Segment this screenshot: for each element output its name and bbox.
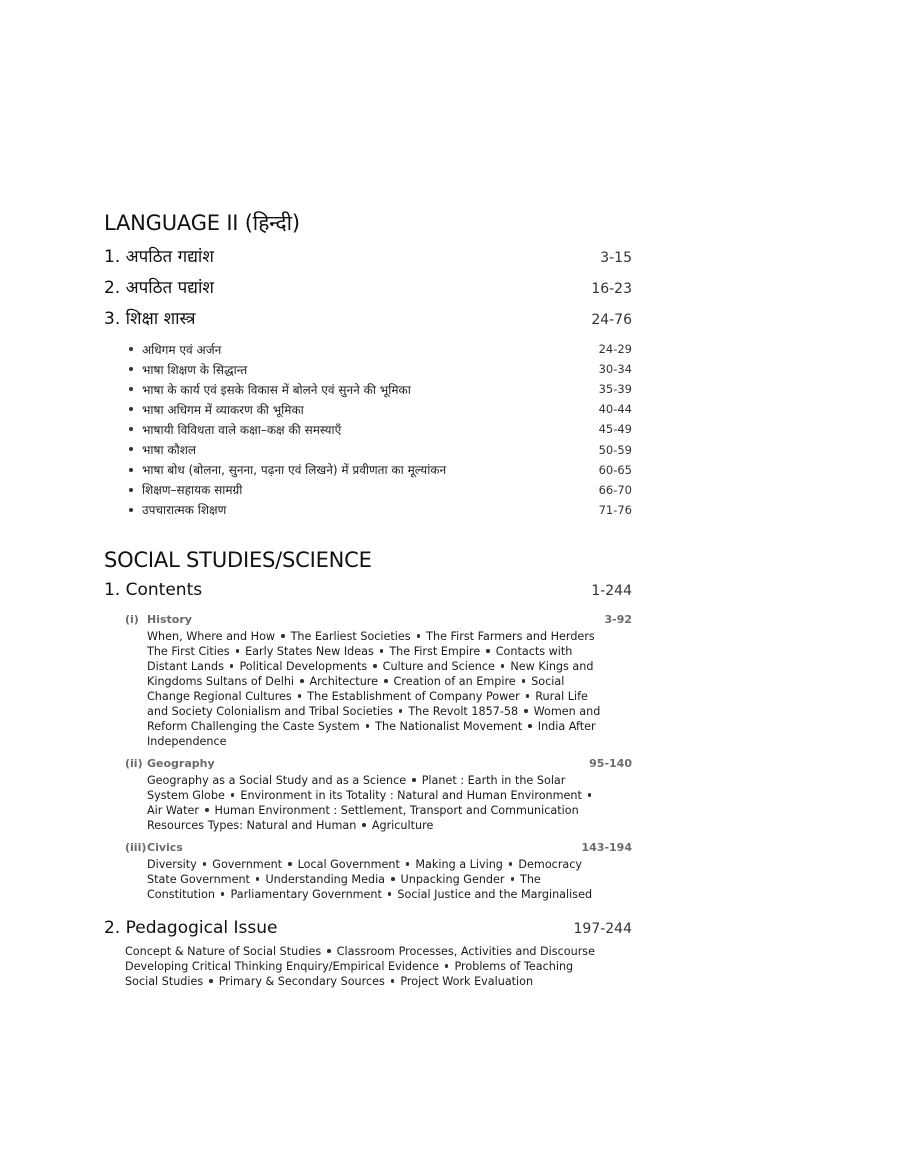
- subtopic-list: [104, 339, 634, 520]
- bullet-icon: [388, 892, 392, 896]
- chapter-pages: 1-244: [591, 582, 632, 599]
- topic-item: The Constitution: [147, 872, 541, 901]
- chapter-pages: 197-244: [573, 920, 632, 937]
- topic-item: When, Where and How: [147, 629, 276, 643]
- topic-item: Early States New Ideas: [245, 644, 374, 658]
- bullet-icon: [380, 649, 384, 653]
- bullet-icon: [417, 634, 421, 638]
- subtopic-pages: 45-49: [598, 422, 632, 437]
- subtopic-label: भाषा अधिगम में व्याकरण की भूमिका: [142, 402, 304, 417]
- bullet-icon: [384, 679, 388, 683]
- bullet-icon: [129, 468, 133, 472]
- part-heading: [125, 754, 634, 774]
- subtopic-label: भाषा के कार्य एवं इसके विकास में बोलने एवं सुनने की भूमिका: [142, 382, 411, 397]
- topic-item: Social Change Regional Cultures: [147, 674, 565, 703]
- subtopic-pages: 35-39: [598, 382, 632, 397]
- topic-item: Culture and Science: [382, 659, 495, 673]
- topic-item: Diversity: [147, 857, 197, 871]
- topic-item: Political Developments: [239, 659, 368, 673]
- bullet-icon: [281, 634, 285, 638]
- bullet-icon: [391, 979, 395, 983]
- topic-item: Understanding Media: [265, 872, 386, 886]
- topic-item: The Nationalist Movement: [375, 719, 523, 733]
- part-pages: 3-92: [604, 613, 632, 627]
- bullet-icon: [501, 664, 505, 668]
- topic-item: The First Farmers and Herders The First Cities: [147, 629, 595, 658]
- bullet-icon: [528, 724, 532, 728]
- topic-list: [147, 773, 602, 833]
- topic-item: Government: [212, 857, 283, 871]
- part-heading: [125, 838, 634, 858]
- subtopic-row: [104, 419, 634, 439]
- topic-item: Project Work Evaluation: [400, 974, 534, 988]
- subtopic-label: उपचारात्मक शिक्षण: [142, 503, 227, 518]
- subtopic-pages: 66-70: [598, 482, 632, 497]
- bullet-icon: [373, 664, 377, 668]
- topic-item: Social Justice and the Marginalised: [397, 887, 593, 901]
- bullet-icon: [524, 709, 528, 713]
- part-name: Civics: [147, 841, 183, 855]
- bullet-icon: [391, 877, 395, 881]
- topic-item: Primary & Secondary Sources: [218, 974, 385, 988]
- bullet-icon: [236, 649, 240, 653]
- topic-item: Democracy State Government: [147, 857, 583, 886]
- topic-item: Unpacking Gender: [400, 872, 505, 886]
- chapter-row: [104, 913, 634, 944]
- bullet-icon: [129, 508, 133, 512]
- subtopic-row: [104, 339, 634, 359]
- subtopic-row: [104, 379, 634, 399]
- bullet-icon: [362, 823, 366, 827]
- part-history: [125, 610, 634, 749]
- topic-list: [125, 944, 595, 989]
- part-numeral: (iii): [125, 841, 147, 855]
- language-section-title: LANGUAGE II (हिन्दी): [104, 211, 300, 235]
- topic-item: Contacts with Distant Lands: [147, 644, 573, 673]
- subtopic-pages: 71-76: [598, 502, 632, 517]
- chapter-label: 1. अपठित गद्यांश: [104, 247, 214, 267]
- bullet-icon: [509, 862, 513, 866]
- topic-item: Human Environment : Settlement, Transport and Communication Resources Types: Natural and Human: [147, 803, 579, 832]
- bullet-icon: [526, 694, 530, 698]
- bullet-icon: [486, 649, 490, 653]
- subtopic-pages: 40-44: [598, 402, 632, 417]
- subtopic-label: भाषा कौशल: [142, 443, 197, 458]
- topic-item: Women and Reform Challenging the Caste System: [147, 704, 601, 733]
- part-numeral: (ii): [125, 757, 143, 771]
- part-heading: [125, 610, 634, 630]
- bullet-icon: [230, 664, 234, 668]
- bullet-icon: [288, 862, 292, 866]
- subtopic-row: [104, 399, 634, 419]
- part-civics: [125, 838, 634, 902]
- chapter-label: 2. अपठित पद्यांश: [104, 278, 214, 298]
- bullet-icon: [366, 724, 370, 728]
- bullet-icon: [327, 949, 331, 953]
- bullet-icon: [298, 694, 302, 698]
- subtopic-pages: 50-59: [598, 442, 632, 457]
- topic-item: The Earliest Societies: [290, 629, 411, 643]
- bullet-icon: [231, 793, 235, 797]
- topic-item: India After Independence: [147, 719, 596, 748]
- bullet-icon: [129, 347, 133, 351]
- topic-item: Making a Living: [415, 857, 503, 871]
- topic-list: [147, 629, 602, 749]
- chapter-pages: 16-23: [591, 281, 632, 297]
- topic-item: Rural Life and Society Colonialism and Tribal Societies: [147, 689, 588, 718]
- bullet-icon: [300, 679, 304, 683]
- topic-item: Architecture: [309, 674, 379, 688]
- topic-item: Local Government: [297, 857, 400, 871]
- subtopic-label: भाषायी विविधता वाले कक्षा–कक्ष की समस्याएँ: [142, 422, 342, 437]
- part-numeral: (i): [125, 613, 139, 627]
- part-pages: 143-194: [581, 841, 632, 855]
- topic-item: Air Water: [147, 803, 199, 817]
- subtopic-label: भाषा शिक्षण के सिद्धान्त: [142, 362, 248, 377]
- topic-item: Environment in its Totality : Natural and Human Environment: [240, 788, 582, 802]
- bullet-icon: [406, 862, 410, 866]
- chapter-label: 3. शिक्षा शास्त्र: [104, 309, 196, 329]
- topic-item: Problems of Teaching Social Studies: [125, 959, 574, 988]
- bullet-icon: [588, 793, 592, 797]
- subtopic-row: [104, 500, 634, 520]
- part-name: Geography: [147, 757, 215, 771]
- topic-item: The Establishment of Company Power: [307, 689, 520, 703]
- bullet-icon: [209, 979, 213, 983]
- chapter-row: [104, 304, 634, 335]
- chapter-pages: 24-76: [591, 312, 632, 328]
- social-section-title: SOCIAL STUDIES/SCIENCE: [104, 547, 372, 572]
- bullet-icon: [256, 877, 260, 881]
- topic-list: [147, 857, 602, 902]
- topic-item: The First Empire: [389, 644, 481, 658]
- chapter-label: 1. Contents: [104, 579, 203, 600]
- subtopic-row: [104, 460, 634, 480]
- chapter-pages: 3-15: [600, 250, 632, 266]
- bullet-icon: [205, 808, 209, 812]
- bullet-icon: [203, 862, 207, 866]
- subtopic-row: [104, 480, 634, 500]
- chapter-row: [104, 575, 634, 606]
- topic-item: Concept & Nature of Social Studies: [125, 944, 322, 958]
- topic-item: New Kings and Kingdoms Sultans of Delhi: [147, 659, 594, 688]
- subtopic-row: [104, 359, 634, 379]
- bullet-icon: [129, 488, 133, 492]
- bullet-icon: [445, 964, 449, 968]
- topic-item: Agriculture: [371, 818, 434, 832]
- bullet-icon: [221, 892, 225, 896]
- subtopic-row: [104, 439, 634, 459]
- chapter-row: [104, 242, 634, 273]
- part-pages: 95-140: [589, 757, 632, 771]
- bullet-icon: [522, 679, 526, 683]
- topic-item: Planet : Earth in the Solar System Globe: [147, 773, 566, 802]
- part-geography: [125, 754, 634, 833]
- subtopic-pages: 30-34: [598, 362, 632, 377]
- bullet-icon: [412, 778, 416, 782]
- bullet-icon: [399, 709, 403, 713]
- chapter-label: 2. Pedagogical Issue: [104, 917, 278, 938]
- subtopic-label: शिक्षण–सहायक सामग्री: [142, 483, 243, 498]
- subtopic-label: भाषा बोध (बोलना, सुनना, पढ़ना एवं लिखने) में प्रवीणता का मूल्यांकन: [142, 463, 447, 478]
- topic-item: The Revolt 1857-58: [408, 704, 519, 718]
- topic-item: Geography as a Social Study and as a Science: [147, 773, 407, 787]
- topic-item: Creation of an Empire: [393, 674, 516, 688]
- contents-page: [104, 208, 634, 989]
- topic-item: Classroom Processes, Activities and Discourse Developing Critical Thinking Enquiry/Empirical Evidence: [125, 944, 596, 973]
- topic-item: Parliamentary Government: [230, 887, 382, 901]
- bullet-icon: [511, 877, 515, 881]
- subtopic-pages: 24-29: [598, 342, 632, 357]
- part-name: History: [147, 613, 192, 627]
- subtopic-pages: 60-65: [598, 462, 632, 477]
- subtopic-label: अधिगम एवं अर्जन: [142, 342, 222, 357]
- chapter-row: [104, 273, 634, 304]
